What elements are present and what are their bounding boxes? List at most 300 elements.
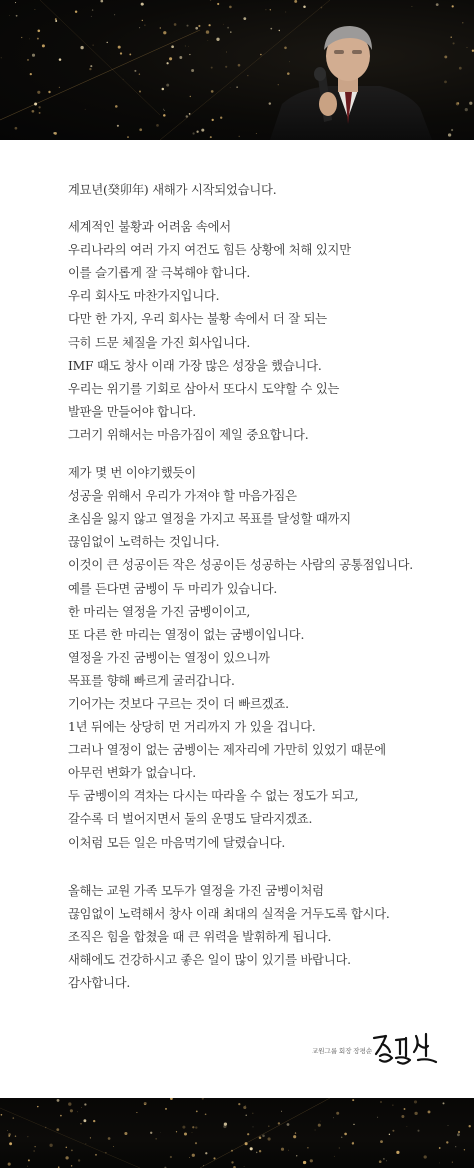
sparkle-dot bbox=[189, 113, 191, 115]
sparkle-dot bbox=[353, 1124, 354, 1125]
sparkle-dot bbox=[451, 37, 452, 38]
text-line: 감사합니다. bbox=[68, 976, 131, 990]
sparkle-dot bbox=[37, 91, 40, 94]
sparkle-dot bbox=[37, 1106, 38, 1107]
sparkle-dot bbox=[226, 52, 227, 53]
sparkle-dot bbox=[27, 1166, 28, 1167]
speaker-photo bbox=[270, 26, 432, 140]
sparkle-dot bbox=[1, 57, 2, 58]
sparkle-dot bbox=[55, 20, 57, 22]
sparkle-dot bbox=[428, 1110, 431, 1113]
sparkle-dot bbox=[27, 1136, 28, 1137]
text-line: 성공을 위해서 우리가 가져야 할 마음가짐은 bbox=[68, 489, 297, 504]
sparkle-dot bbox=[344, 1133, 347, 1136]
sparkle-dot bbox=[55, 18, 57, 20]
sparkle-dot bbox=[16, 15, 18, 17]
banner-decoration bbox=[0, 0, 474, 140]
sparkle-dot bbox=[207, 40, 208, 41]
sparkle-dot bbox=[457, 1133, 460, 1136]
sparkle-dot bbox=[139, 128, 142, 131]
text-line: 끊임없이 노력하는 것입니다. bbox=[68, 535, 220, 550]
sparkle-dot bbox=[134, 70, 136, 72]
sparkle-dot bbox=[424, 1155, 427, 1158]
sparkle-dot bbox=[270, 28, 272, 30]
sparkle-dot bbox=[27, 59, 29, 61]
sparkle-dot bbox=[192, 1154, 195, 1157]
sparkle-dot bbox=[143, 4, 144, 5]
sparkle-dot bbox=[39, 112, 41, 114]
sparkle-dot bbox=[379, 1160, 382, 1163]
sparkle-dot bbox=[92, 9, 93, 10]
sparkle-dot bbox=[341, 1136, 343, 1138]
text-line: 초심을 잃지 않고 열정을 가지고 목표를 달성할 때까지 bbox=[68, 512, 351, 527]
sparkle-dot bbox=[15, 1135, 16, 1136]
text-line: 극히 드문 체질을 가진 회사입니다. bbox=[68, 335, 251, 350]
sparkle-dot bbox=[259, 1150, 261, 1152]
sparkle-dot bbox=[81, 1107, 82, 1108]
sparkle-dot bbox=[32, 54, 35, 57]
sparkle-dot bbox=[129, 53, 131, 55]
sparkle-dot bbox=[34, 103, 37, 106]
text-line: 우리 회사도 마찬가지입니다. bbox=[68, 289, 220, 304]
sparkle-dot bbox=[160, 27, 161, 28]
sparkle-dot bbox=[247, 75, 248, 76]
sparkle-dot bbox=[42, 44, 45, 47]
sparkle-dot bbox=[334, 1156, 335, 1157]
sparkle-dot bbox=[389, 1134, 390, 1135]
sparkle-dot bbox=[9, 1142, 12, 1145]
sparkle-dot bbox=[439, 1147, 441, 1149]
sparkle-dot bbox=[163, 114, 166, 117]
letter-paragraph-1 bbox=[68, 216, 458, 447]
sparkle-dot bbox=[469, 102, 472, 105]
sparkle-dot bbox=[278, 1122, 280, 1124]
sparkle-dot bbox=[85, 109, 86, 110]
text-line: 예를 든다면 굼벵이 두 마리가 있습니다. bbox=[68, 581, 278, 596]
sparkle-dot bbox=[380, 1101, 381, 1102]
sparkle-dot bbox=[139, 73, 140, 74]
sparkle-dot bbox=[195, 1126, 197, 1128]
sparkle-dot bbox=[118, 46, 121, 49]
sparkle-dot bbox=[165, 1108, 167, 1110]
sparkle-dot bbox=[458, 1131, 460, 1133]
text-line: 다만 한 가지, 우리 회사는 불황 속에서 더 잘 되는 bbox=[68, 312, 327, 327]
sparkle-dot bbox=[287, 72, 290, 75]
sparkle-dot bbox=[59, 87, 60, 88]
sparkle-dot bbox=[407, 1126, 408, 1127]
sparkle-dot bbox=[236, 86, 237, 87]
sparkle-dot bbox=[436, 3, 439, 6]
sparkle-dot bbox=[281, 1148, 284, 1151]
sparkle-dot bbox=[142, 20, 143, 21]
sparkle-dot bbox=[310, 1159, 313, 1162]
sparkle-dot bbox=[127, 136, 129, 138]
sparkle-dot bbox=[223, 1125, 226, 1128]
sparkle-dot bbox=[163, 109, 164, 110]
sparkle-dot bbox=[160, 1132, 161, 1133]
sparkle-dot bbox=[166, 84, 169, 87]
sparkle-dot bbox=[303, 5, 306, 8]
sparkle-dot bbox=[386, 1160, 387, 1161]
sparkle-dot bbox=[318, 1124, 321, 1127]
sparkle-dot bbox=[247, 1133, 249, 1135]
sparkle-dot bbox=[38, 106, 40, 108]
sparkle-dot bbox=[208, 24, 210, 26]
sparkle-dot bbox=[307, 1147, 309, 1149]
sparkle-dot bbox=[8, 1135, 10, 1137]
sparkle-dot bbox=[123, 79, 124, 80]
letter-paragraph-3 bbox=[68, 880, 458, 995]
sparkle-dot bbox=[411, 6, 412, 7]
sparkle-dot bbox=[392, 1105, 393, 1106]
sparkle-dot bbox=[252, 1126, 253, 1127]
text-line: 그러기 위해서는 마음가짐이 제일 중요합니다. bbox=[68, 427, 309, 442]
sparkle-dot bbox=[163, 31, 166, 34]
sparkle-dot bbox=[15, 2, 16, 3]
sparkle-dot bbox=[34, 1151, 35, 1152]
sparkle-dot bbox=[223, 24, 224, 25]
sparkle-dot bbox=[193, 132, 195, 134]
sparkle-dot bbox=[186, 115, 188, 117]
sparkle-dot bbox=[150, 1132, 152, 1134]
sparkle-dot bbox=[211, 90, 214, 93]
sparkle-dot bbox=[452, 5, 454, 7]
sparkle-dot bbox=[29, 39, 30, 40]
sparkle-dot bbox=[245, 1142, 248, 1145]
sparkle-dot bbox=[65, 1156, 68, 1159]
sparkle-dot bbox=[89, 68, 91, 70]
text-line: 올해는 교원 가족 모두가 열정을 가진 굼벵이처럼 bbox=[68, 883, 324, 898]
sparkle-dot bbox=[225, 66, 227, 68]
sparkle-dot bbox=[281, 1111, 282, 1112]
sparkle-dot bbox=[49, 1144, 52, 1147]
sparkle-dot bbox=[452, 1162, 453, 1163]
text-line: 1년 뒤에는 상당히 먼 거리까지 가 있을 겁니다. bbox=[68, 720, 316, 735]
sparkle-dot bbox=[13, 1117, 15, 1119]
text-line: 제가 몇 번 이야기했듯이 bbox=[68, 466, 196, 481]
sparkle-dot bbox=[164, 110, 165, 111]
sparkle-dot bbox=[139, 90, 141, 92]
sparkle-dot bbox=[75, 11, 77, 13]
sparkle-dot bbox=[212, 119, 214, 121]
sparkle-dot bbox=[191, 69, 194, 72]
sparkle-dot bbox=[196, 131, 198, 133]
sparkle-dot bbox=[198, 25, 200, 27]
sparkle-dot bbox=[170, 1156, 172, 1158]
letter-body bbox=[68, 179, 458, 995]
sparkle-dot bbox=[205, 1152, 207, 1154]
sparkle-dot bbox=[451, 129, 453, 131]
sparkle-dot bbox=[243, 1106, 246, 1109]
sparkle-dot bbox=[93, 1120, 95, 1122]
sparkle-dot bbox=[1, 1114, 3, 1116]
sparkle-dot bbox=[185, 46, 186, 47]
sparkle-dot bbox=[144, 1104, 145, 1105]
sparkle-dot bbox=[174, 23, 177, 26]
sparkle-dot bbox=[448, 133, 451, 136]
sparkle-dot bbox=[90, 65, 92, 67]
sparkle-dot bbox=[243, 17, 246, 20]
sparkle-dot bbox=[268, 1137, 271, 1140]
sparkle-dot bbox=[459, 67, 462, 70]
sparkle-dot bbox=[188, 46, 189, 47]
sparkle-dot bbox=[321, 7, 323, 9]
text-line: 끊임없이 노력해서 창사 이래 최대의 실적을 거두도록 합시다. bbox=[68, 906, 390, 921]
sparkle-dot bbox=[230, 31, 231, 32]
footer-decoration bbox=[0, 1098, 474, 1168]
sparkle-dot bbox=[124, 1132, 127, 1135]
sparkle-dot bbox=[211, 67, 213, 69]
sparkle-dot bbox=[144, 25, 145, 26]
sparkle-dot bbox=[105, 1152, 106, 1153]
sparkle-dot bbox=[195, 1142, 197, 1144]
sparkle-dot bbox=[444, 81, 447, 84]
sparkle-dot bbox=[192, 1126, 194, 1128]
sparkle-dot bbox=[339, 1147, 340, 1148]
sparkle-dot bbox=[171, 45, 174, 48]
sparkle-dot bbox=[293, 1135, 296, 1138]
sparkle-dot bbox=[246, 1115, 247, 1116]
sparkle-dot bbox=[78, 1159, 80, 1161]
sparkle-dot bbox=[404, 1108, 406, 1110]
sparkle-dot bbox=[166, 62, 168, 64]
sparkle-dot bbox=[95, 1154, 97, 1156]
sparkle-dot bbox=[189, 54, 190, 55]
sparkle-dot bbox=[206, 30, 209, 33]
sparkle-dot bbox=[71, 1165, 72, 1166]
text-line: 두 굼벵이의 격차는 다시는 따라올 수 없는 정도가 되고, bbox=[68, 789, 359, 804]
sparkle-dot bbox=[453, 42, 455, 44]
text-line: 열정을 가진 굼벵이는 열정이 있으니까 bbox=[68, 650, 270, 665]
sparkle-dot bbox=[35, 1146, 36, 1147]
text-line: 우리는 위기를 기회로 삼아서 또다시 도약할 수 있는 bbox=[68, 381, 340, 396]
sparkle-dot bbox=[176, 1131, 177, 1132]
sparkle-dot bbox=[195, 27, 198, 30]
signature-caption: 교원그룹 회장 장평순 bbox=[312, 1048, 373, 1055]
text-line: 아무런 변화가 없습니다. bbox=[68, 766, 196, 781]
sparkle-dot bbox=[465, 108, 468, 111]
sparkle-dot bbox=[238, 64, 241, 67]
sparkle-dot bbox=[32, 110, 35, 113]
sparkle-dot bbox=[260, 54, 262, 56]
sparkle-dot bbox=[60, 1115, 62, 1117]
sparkle-dot bbox=[201, 129, 204, 132]
sparkle-dot bbox=[464, 1149, 465, 1150]
text-line: 이처럼 모든 일은 마음먹기에 달렸습니다. bbox=[68, 835, 286, 850]
sparkle-dot bbox=[192, 1132, 193, 1133]
sparkle-dot bbox=[66, 1147, 67, 1148]
text-line: 조직은 힘을 합쳤을 때 큰 위력을 발휘하게 됩니다. bbox=[68, 929, 332, 944]
sparkle-dot bbox=[414, 1100, 417, 1103]
sparkle-dot bbox=[287, 1123, 290, 1126]
sparkle-dot bbox=[139, 27, 140, 28]
sparkle-dot bbox=[117, 125, 119, 127]
sparkle-dot bbox=[238, 1103, 240, 1105]
sparkle-dot bbox=[45, 1127, 46, 1128]
sparkle-dot bbox=[417, 1130, 419, 1132]
sparkle-dot bbox=[268, 1126, 269, 1127]
sparkle-dot bbox=[205, 1113, 207, 1115]
sparkle-dot bbox=[231, 1150, 233, 1152]
text-line: 또 다른 한 마리는 열정이 없는 굼벵이입니다. bbox=[68, 627, 305, 642]
text-line: 한 마리는 열정을 가진 굼벵이이고, bbox=[68, 604, 251, 619]
text-line: 갈수록 더 벌어지면서 둘의 운명도 달라지겠죠. bbox=[68, 812, 313, 827]
sparkle-dot bbox=[115, 105, 118, 108]
sparkle-dot bbox=[352, 1142, 354, 1144]
sparkle-dot bbox=[90, 1137, 91, 1138]
sparkle-dot bbox=[9, 15, 10, 16]
sparkle-dot bbox=[28, 1159, 30, 1161]
sparkle-dot bbox=[462, 22, 463, 23]
text-line: 발판을 만들어야 합니다. bbox=[68, 404, 196, 419]
sparkle-dot bbox=[253, 1113, 254, 1114]
sparkle-dot bbox=[37, 38, 39, 40]
sparkle-dot bbox=[100, 0, 103, 2]
sparkle-dot bbox=[210, 0, 211, 1]
sparkle-dot bbox=[38, 30, 41, 33]
footer-banner bbox=[0, 1098, 474, 1168]
sparkle-dot bbox=[220, 117, 222, 119]
sparkle-dot bbox=[217, 3, 219, 5]
sparkle-dot bbox=[108, 1137, 111, 1140]
sparkle-dot bbox=[210, 136, 212, 138]
sparkle-dot bbox=[256, 133, 257, 134]
handwritten-signature bbox=[370, 1030, 440, 1070]
sparkle-dot bbox=[469, 1125, 471, 1127]
sparkle-dot bbox=[456, 102, 459, 105]
sparkle-dot bbox=[244, 1166, 245, 1167]
sparkle-dot bbox=[336, 1112, 339, 1115]
sparkle-dot bbox=[315, 1129, 316, 1130]
sparkle-dot bbox=[15, 127, 18, 130]
sparkle-dot bbox=[136, 1112, 137, 1113]
sparkle-dot bbox=[285, 11, 286, 12]
sparkle-dot bbox=[448, 1125, 449, 1126]
sparkle-dot bbox=[279, 30, 280, 31]
sparkle-dot bbox=[289, 61, 290, 62]
text-line: 이를 슬기롭게 잘 극복해야 합니다. bbox=[68, 266, 251, 281]
sparkle-dot bbox=[231, 1161, 233, 1163]
signature-block bbox=[312, 1030, 462, 1074]
sparkle-dot bbox=[239, 136, 240, 137]
text-line: 세계적인 불황과 어려움 속에서 bbox=[68, 220, 231, 235]
text-line: 우리나라의 여러 가지 여건도 힘든 상황에 처해 있지만 bbox=[68, 243, 351, 258]
sparkle-dot bbox=[303, 1161, 306, 1164]
sparkle-dot bbox=[68, 1102, 71, 1105]
sparkle-dot bbox=[216, 38, 219, 41]
sparkle-dot bbox=[229, 6, 232, 9]
sparkle-dot bbox=[71, 1150, 73, 1152]
sparkle-dot bbox=[439, 1163, 440, 1164]
sparkle-dot bbox=[107, 42, 108, 43]
sparkle-dot bbox=[414, 1112, 417, 1115]
text-line: 목표를 향해 빠르게 굴러갑니다. bbox=[68, 673, 235, 688]
sparkle-dot bbox=[179, 56, 182, 59]
sparkle-dot bbox=[190, 96, 191, 97]
sparkle-dot bbox=[169, 57, 172, 60]
sparkle-dot bbox=[7, 1130, 8, 1131]
sparkle-dot bbox=[84, 1103, 86, 1105]
sparkle-dot bbox=[213, 1157, 215, 1159]
sparkle-dot bbox=[170, 1098, 173, 1100]
sparkle-dot bbox=[156, 124, 159, 127]
sparkle-dot bbox=[48, 91, 50, 93]
sparkle-dot bbox=[57, 1099, 60, 1102]
sparkle-dot bbox=[30, 73, 32, 75]
header-banner bbox=[0, 0, 474, 140]
sparkle-dot bbox=[444, 55, 447, 58]
text-line: 기어가는 것보다 구르는 것이 더 빠르겠죠. bbox=[68, 696, 289, 711]
sparkle-dot bbox=[383, 1158, 385, 1160]
text-line: 그러나 열정이 없는 굼벵이는 제자리에 가만히 있었기 때문에 bbox=[68, 743, 386, 758]
sparkle-dot bbox=[284, 47, 287, 50]
sparkle-dot bbox=[296, 1155, 297, 1156]
sparkle-dot bbox=[230, 87, 231, 88]
text-line: 새해에도 건강하시고 좋은 일이 많이 있기를 바랍니다. bbox=[68, 952, 351, 967]
sparkle-dot bbox=[294, 0, 297, 3]
sparkle-dot bbox=[21, 37, 22, 38]
sparkle-dot bbox=[8, 1163, 11, 1166]
sparkle-dot bbox=[401, 1115, 404, 1118]
sparkle-dot bbox=[380, 1140, 383, 1143]
sparkle-dot bbox=[392, 1130, 394, 1132]
sparkle-dot bbox=[262, 1135, 265, 1138]
sparkle-dot bbox=[202, 1098, 204, 1100]
sparkle-dot bbox=[227, 27, 229, 29]
sparkle-dot bbox=[189, 1157, 190, 1158]
sparkle-dot bbox=[162, 88, 165, 91]
sparkle-dot bbox=[256, 1152, 258, 1154]
greeting-line: 계묘년(癸卯年) 새해가 시작되었습니다. bbox=[68, 183, 277, 197]
sparkle-dot bbox=[396, 1151, 399, 1154]
sparkle-dot bbox=[120, 52, 122, 54]
sparkle-dot bbox=[54, 132, 57, 135]
sparkle-dot bbox=[288, 1150, 289, 1151]
sparkle-dot bbox=[265, 9, 266, 10]
sparkle-dot bbox=[467, 47, 468, 48]
sparkle-dot bbox=[250, 1147, 253, 1150]
sparkle-dot bbox=[34, 9, 35, 10]
sparkle-dot bbox=[86, 1144, 87, 1145]
sparkle-dot bbox=[320, 1121, 321, 1122]
sparkle-dot bbox=[113, 1146, 114, 1147]
sparkle-dot bbox=[278, 84, 279, 85]
sparkle-dot bbox=[446, 1141, 448, 1143]
sparkle-dot bbox=[182, 1126, 185, 1129]
letter-paragraph-2 bbox=[68, 462, 458, 855]
sparkle-dot bbox=[203, 1165, 204, 1166]
sparkle-dot bbox=[352, 1099, 354, 1101]
sparkle-dot bbox=[83, 1119, 86, 1122]
sparkle-dot bbox=[184, 1132, 187, 1135]
sparkle-dot bbox=[295, 1132, 296, 1133]
sparkle-dot bbox=[333, 1117, 334, 1118]
sparkle-dot bbox=[377, 1117, 378, 1118]
sparkle-dot bbox=[443, 1102, 445, 1104]
sparkle-dot bbox=[455, 1146, 456, 1147]
sparkle-dot bbox=[269, 102, 271, 104]
sparkle-dot bbox=[56, 1128, 59, 1131]
sparkle-dot bbox=[187, 25, 189, 27]
sparkle-dot bbox=[70, 1109, 73, 1112]
letter-greeting bbox=[68, 179, 458, 202]
sparkle-dot bbox=[156, 1138, 157, 1139]
sparkle-dot bbox=[114, 14, 115, 15]
text-line: 이것이 큰 성공이든 작은 성공이든 성공하는 사람의 공통점입니다. bbox=[68, 558, 413, 573]
sparkle-dot bbox=[91, 16, 92, 17]
sparkle-dot bbox=[59, 58, 62, 61]
sparkle-dot bbox=[196, 1111, 198, 1113]
